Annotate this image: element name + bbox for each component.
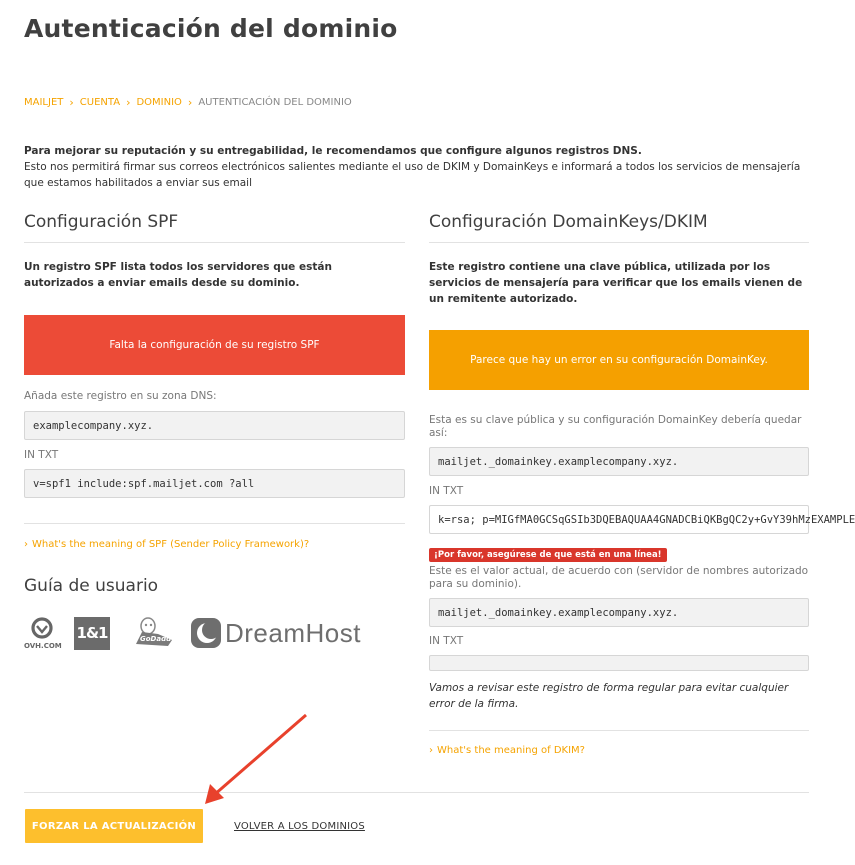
chevron-right-icon: › — [24, 539, 28, 550]
dkim-current-label: Este es el valor actual, de acuerdo con (servidor de nombres autorizado para su dominio). — [429, 565, 809, 590]
ovh-logo[interactable] — [24, 617, 60, 650]
spf-help-link-text: What's the meaning of SPF (Sender Policy Framework)? — [32, 539, 310, 550]
back-to-domains-link[interactable]: VOLVER A LOS DOMINIOS — [234, 821, 365, 832]
dreamhost-moon-icon — [190, 617, 222, 649]
guide-title: Guía de usuario — [24, 576, 159, 596]
breadcrumb-cuenta[interactable]: CUENTA — [79, 97, 121, 108]
chevron-right-icon: › — [429, 745, 433, 756]
spf-txt-field[interactable]: v=spf1 include:spf.mailjet.com ?all — [24, 469, 405, 498]
one-line-badge: ¡Por favor, asegúrese de que está en una línea! — [429, 548, 667, 562]
dkim-one-line-warning — [429, 542, 809, 562]
spf-add-label: Añada este registro en su zona DNS: — [24, 390, 217, 402]
breadcrumb-current: AUTENTICACIÓN DEL DOMINIO — [198, 97, 352, 108]
dkim-expected-label: Esta es su clave pública y su configuración DomainKey debería quedar así: — [429, 414, 802, 439]
godaddy-mascot-icon — [128, 616, 174, 650]
spf-section — [24, 212, 405, 650]
dkim-help-link-text: What's the meaning of DKIM? — [437, 745, 585, 756]
1and1-logo[interactable] — [74, 617, 110, 650]
dkim-help-link[interactable] — [429, 745, 809, 756]
breadcrumb-mailjet[interactable]: MAILJET — [24, 97, 64, 108]
dkim-warning-alert — [429, 330, 809, 390]
dkim-current-type-label: IN TXT — [429, 635, 464, 647]
footer-divider — [24, 792, 809, 793]
intro-body: Esto nos permitirá firmar sus correos electrónicos salientes mediante el uso de DKIM y DomainKeys e informará a todos los servicios de mensajería que estamos habilitados a enviar sus email — [24, 161, 801, 189]
spf-host-field[interactable]: examplecompany.xyz. — [24, 411, 405, 440]
spf-type-label: IN TXT — [24, 449, 59, 461]
spf-divider — [24, 523, 405, 524]
intro-text — [24, 143, 814, 191]
dkim-current-host-field[interactable]: mailjet._domainkey.examplecompany.xyz. — [429, 598, 809, 627]
ovh-logo-text: OVH.COM — [24, 641, 62, 650]
chevron-right-icon: › — [69, 96, 74, 109]
godaddy-logo-text: GoDaddy — [140, 635, 176, 643]
provider-logos — [24, 616, 405, 650]
dkim-type-label: IN TXT — [429, 485, 464, 497]
spf-alert-text: Falta la configuración de su registro SPF — [109, 339, 320, 351]
chevron-right-icon: › — [187, 96, 193, 109]
dkim-expected-host-field[interactable]: mailjet._domainkey.examplecompany.xyz. — [429, 447, 809, 476]
spf-description: Un registro SPF lista todos los servidores que están autorizados a enviar emails desde su dominio. — [24, 261, 332, 289]
intro-bold: Para mejorar su reputación y su entregabilidad, le recomendamos que configure algunos registros DNS. — [24, 145, 642, 157]
dkim-current-txt-field[interactable] — [429, 655, 809, 671]
spf-title: Configuración SPF — [24, 212, 405, 243]
dkim-section — [429, 212, 855, 756]
ovh-mark-icon — [31, 617, 53, 639]
breadcrumb-dominio[interactable]: DOMINIO — [136, 97, 182, 108]
spf-help-link[interactable] — [24, 539, 405, 550]
dkim-alert-text: Parece que hay un error en su configuración DomainKey. — [470, 354, 768, 366]
page-title: Autenticación del dominio — [24, 14, 398, 43]
chevron-right-icon: › — [126, 96, 131, 109]
1and1-logo-text: 1&1 — [76, 624, 108, 642]
dreamhost-logo[interactable] — [190, 617, 361, 649]
annotation-arrow-icon — [200, 712, 312, 806]
dkim-divider — [429, 730, 809, 731]
dreamhost-logo-text: DreamHost — [225, 617, 361, 648]
dkim-expected-txt-field[interactable]: k=rsa; p=MIGfMA0GCSqGSIb3DQEBAQUAA4GNADCBiQKBgQC2y+GvY39hMzEXAMPLE — [429, 505, 809, 534]
breadcrumb — [24, 96, 352, 109]
godaddy-logo[interactable] — [128, 616, 174, 650]
dkim-description: Este registro contiene una clave pública, utilizada por los servicios de mensajería para verificar que los emails vienen de un remitente autorizado. — [429, 261, 803, 305]
dkim-title: Configuración DomainKeys/DKIM — [429, 212, 809, 243]
dkim-note: Vamos a revisar este registro de forma regular para evitar cualquier error de la firma. — [429, 682, 789, 710]
force-update-button[interactable]: FORZAR LA ACTUALIZACIÓN — [25, 809, 203, 843]
spf-error-alert — [24, 315, 405, 375]
